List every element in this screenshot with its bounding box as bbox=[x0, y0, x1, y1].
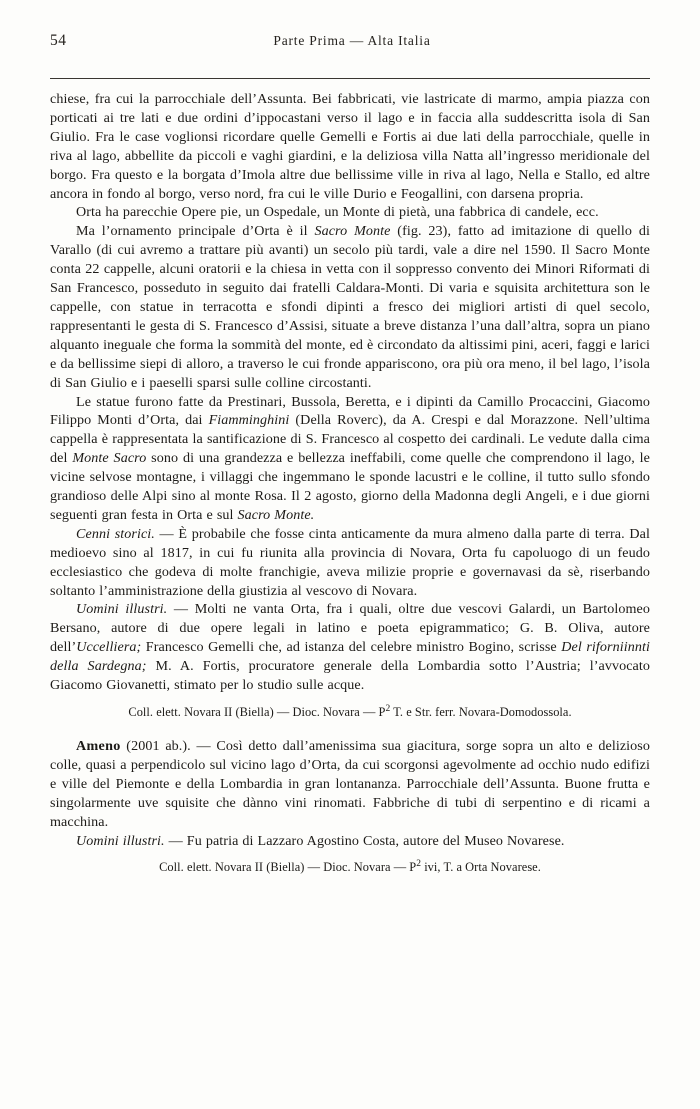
paragraph-sacro-monte: Ma l’ornamento principale d’Orta è il Sacro Monte (fig. 23), fatto ad imitazione di quello di Varallo (di cui avremo a trattare più avanti) un secolo più tardi, vale a dire nel 1590. Il Sacro Monte conta 22 cappelle, alcuni oratorii e la chiesa in vetta con il soppresso convento dei Minori Riformati di San Francesco, posseduto in seguito dai fratelli Caldara-Monti. Di varia e squisita architettura son le cappelle, con statue in terracotta e sfondi dipinti a fresco dei migliori artisti di quel secolo, rappresentanti le gesta di S. Francesco d’Assisi, situate a breve distanza l’una dall’altra, sopra un piano alquanto ineguale che forma la sommità del monte, ed è circondato da altissimi pini, aceri, faggi e larici e da bellissime siepi di alloro, a traverso le cui fronde appariscono, ora più ora meno, il bel lago, l’isola di San Giulio e i paeselli sparsi sulle colline circostanti. bbox=[50, 223, 650, 391]
paragraph-opere-pie: Orta ha parecchie Opere pie, un Ospedale, un Monte di pietà, una fabbrica di candele, ecc. bbox=[76, 204, 599, 221]
collegio-line-ameno: Coll. elett. Novara II (Biella) — Dioc. Novara — $P^2$ ivi, T. a Orta Novarese. bbox=[159, 859, 541, 875]
collegio-line-orta: Coll. elett. Novara II (Biella) — Dioc. Novara — $P^2$ T. e Str. ferr. Novara-Domodossola. bbox=[128, 703, 572, 719]
page-header bbox=[50, 32, 650, 52]
paragraph-uomini-illustri-orta: Uomini illustri. — Molti ne vanta Orta, fra i quali, oltre due vescovi Galardi, un Bartolomeo Bersano, autore di due opere legali in latino e poeta epigrammatico; G. B. Oliva, autore dell’Uccelliera; Francesco Gemelli che, ad istanza del celebre ministro Bogino, scrisse Del riforniinnti della Sardegna; M. A. Fortis, procuratore generale della Lombardia sotto l’Austria; l’avvocato Giacomo Giovanetti, stimato per lo studio sulle acque. bbox=[50, 601, 651, 694]
paragraph-uomini-illustri-ameno: Uomini illustri. — Fu patria di Lazzaro Agostino Costa, autore del Museo Novarese. bbox=[76, 832, 565, 849]
paragraph-statue-pittori: Le statue furono fatte da Prestinari, Bussola, Beretta, e i dipinti da Camillo Procaccini, Giacomo Filippo Monti d’Orta, dai Fiamminghini (Della Roverc), da A. Crespi e dal Morazzone. Nell’ultima cappella è rappresentata la santificazione di S. Francesco al cospetto dei cardinali. Le vedute dalla cima del Monte Sacro sono di una grandezza e bellezza ineffabili, come quelle che comprendono il lago, le vicine selvose montagne, i villaggi che ingemmano le sponde lacustri e le colline, il tutto sullo sfondo grandioso delle Alpi sino al monte Rosa. Il 2 agosto, giorno della Madonna degli Angeli, e i due giorni seguenti gran festa in Orta e sul Sacro Monte. bbox=[50, 393, 650, 523]
running-head: Parte Prima — Alta Italia bbox=[273, 33, 431, 48]
paragraph-orta-chiese: chiese, fra cui la parrocchiale dell’Assunta. Bei fabbricati, vie lastricate di marmo, ampia piazza con porticati ai tre lati e due ordini d’ippocastani verso il lago e in faccia alla suddescritta isola di San Giulio. Fra le case voglionsi ricordare quelle Gemelli e Fortis ai due lati della parrocchiale, quelle in riva al lago, abbellite da piccoli e vaghi giardini, e la deliziosa villa Natta all’ingresso meridionale del borgo. Fra questo e la borgata d’Imola altre due bellissime ville in riva al lago, Nella e Stallo, ed altre ancora in fondo al borgo, verso nord, fra cui le ville Durio e Feogallini, con darsena propria. bbox=[50, 91, 650, 202]
entry-ameno: Ameno (2001 ab.). — Così detto dall’amenissima sua giacitura, sorge sopra un alto e delizioso colle, quasi a perpendicolo sul vicino lago d’Orta, da cui scorgonsi agevolmente ad occhio nudo edifizi e ville del Piemonte e della Lombardia in gran lontananza. Parrocchiale dell’Assunta. Buone frutta e singolarmente uve squisite che dànno vini rinomati. Fabbriche di tubi di serpentino e di ricami a macchina. bbox=[50, 738, 650, 830]
header-rule bbox=[50, 78, 650, 79]
page-number: 54 bbox=[50, 32, 67, 49]
paragraph-cenni-storici: Cenni storici. — È probabile che fosse cinta anticamente da mura almeno dalla parte di terra. Dal medioevo sino al 1817, in cui fu riunita alla provincia di Novara, Orta fu capoluogo di un feudo ecclesiastico che godeva di molte franchigie, aveva milizie proprie e governavasi da sè, riserbando soltanto l’amministrazione della giustizia al vescovo di Novara. bbox=[50, 525, 650, 599]
page-body bbox=[50, 90, 650, 875]
